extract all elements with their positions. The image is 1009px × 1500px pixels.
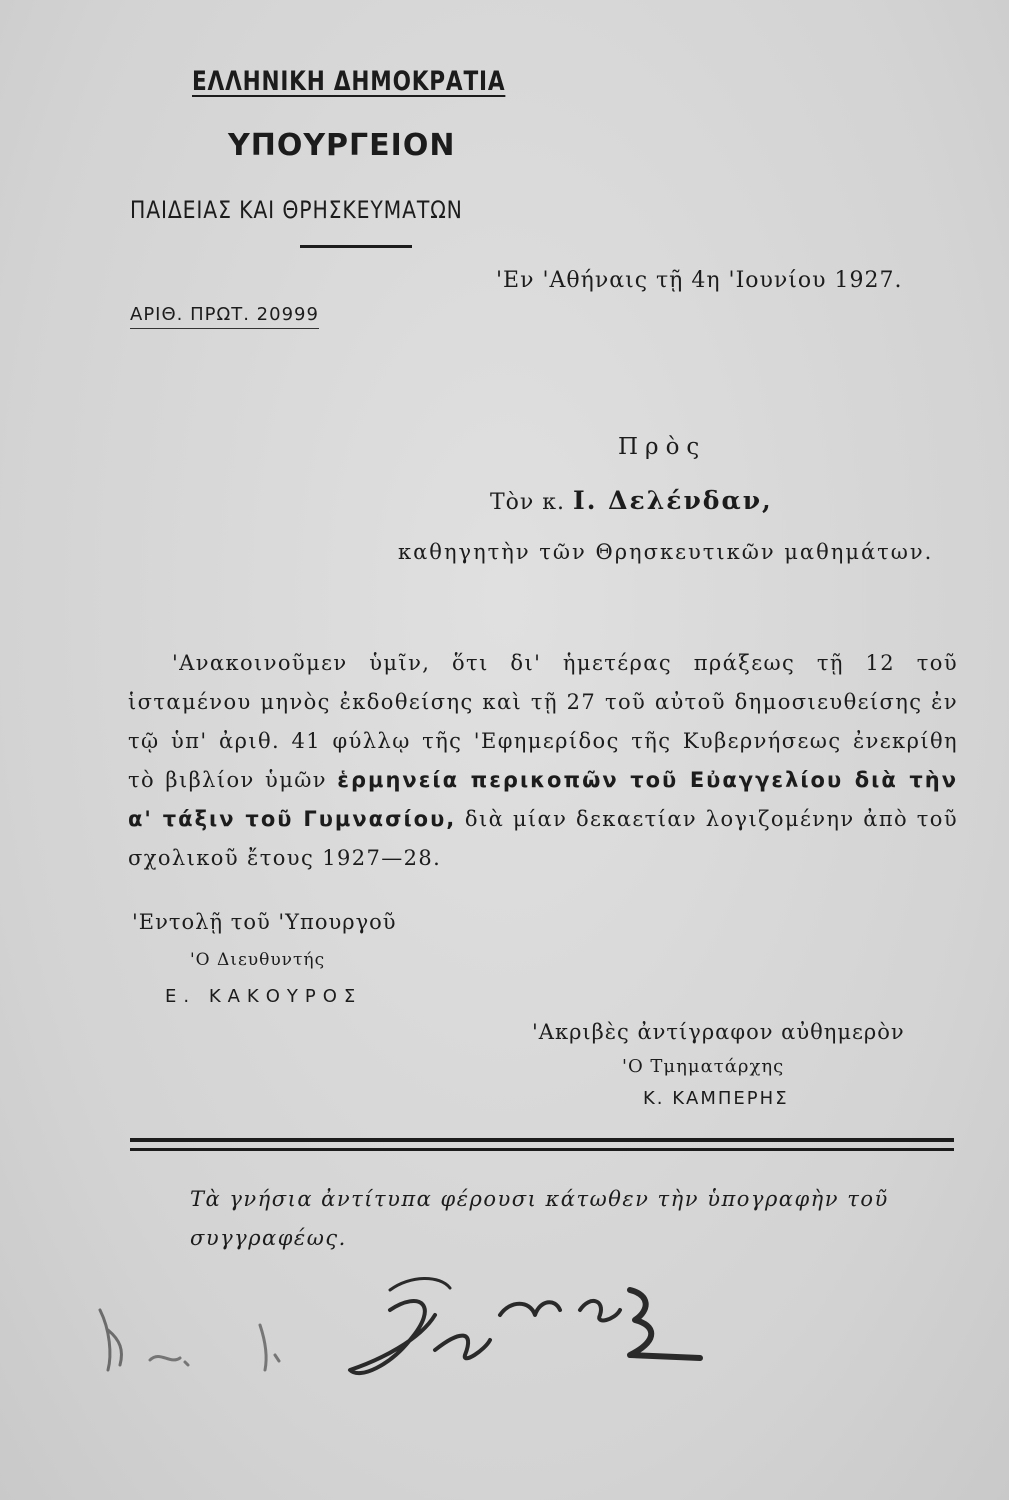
protocol-number: ΑΡΙΘ. ΠΡΩΤ. 20999	[130, 304, 319, 329]
letter-body	[128, 644, 958, 878]
place-date: 'Εν 'Αθήναις τῇ 4η 'Ιουνίου 1927.	[496, 268, 903, 293]
ministry-subheading: ΠΑΙΔΕΙΑΣ ΚΑΙ ΘΡΗΣΚΕΥΜΑΤΩΝ	[130, 196, 463, 224]
double-rule-top	[130, 1138, 954, 1142]
addressee-pros: Πρὸς	[618, 434, 707, 460]
order-line: 'Εντολῇ τοῦ 'Υπουργοῦ	[132, 910, 397, 934]
ministry-heading: ΥΠΟΥΡΓΕΙΟΝ	[228, 128, 456, 163]
addressee-name: Ι. Δελένδαν,	[573, 486, 773, 515]
body-part-2: διὰ μίαν δεκαετίαν λογιζομένην ἀπὸ τοῦ σχολικοῦ ἔτους 1927—28.	[128, 807, 958, 870]
body-part-1: 'Ανακοινοῦμεν ὑμῖν, ὅτι δι' ἡμετέρας πράξεως τῇ 12 τοῦ ἱσταμένου μηνὸς ἐκδοθείσης καὶ τῇ 27 τοῦ αὐτοῦ δημοσιευθείσης ἐν τῷ ὑπ' ἀριθ. 41 φύλλῳ τῆς 'Εφημερίδος τῆς Κυβερνήσεως ἐνεκρίθη τὸ βιβλίον ὑμῶν	[128, 651, 958, 792]
double-rule-bottom	[130, 1148, 954, 1151]
author-signature	[90, 1270, 710, 1400]
state-heading: ΕΛΛΗΝΙΚΗ ΔΗΜΟΚΡΑΤΙΑ	[192, 66, 506, 97]
addressee-title: καθηγητὴν τῶν Θρησκευτικῶν μαθημάτων.	[398, 540, 934, 564]
section-head-signer: Κ. ΚΑΜΠΕΡΗΣ	[643, 1088, 789, 1109]
authenticity-note: Τὰ γνήσια ἀντίτυπα φέρουσι κάτωθεν τὴν ὑπογραφὴν τοῦ συγγραφέως.	[190, 1187, 889, 1250]
director-signer: Ε. ΚΑΚΟΥΡΟΣ	[165, 986, 363, 1007]
addressee-line	[490, 486, 773, 515]
book-title: ἑρμηνεία περικοπῶν τοῦ Εὐαγγελίου διὰ τὴν α' τάξιν τοῦ Γυμνασίου,	[128, 768, 959, 831]
header-divider	[300, 245, 412, 248]
copy-certification: 'Ακριβὲς ἀντίγραφον αὐθημερὸν	[532, 1020, 905, 1044]
director-title: 'Ο Διευθυντής	[190, 950, 326, 970]
addressee-prefix: Τὸν κ.	[490, 490, 566, 515]
section-head-title: 'Ο Τμηματάρχης	[622, 1056, 785, 1077]
